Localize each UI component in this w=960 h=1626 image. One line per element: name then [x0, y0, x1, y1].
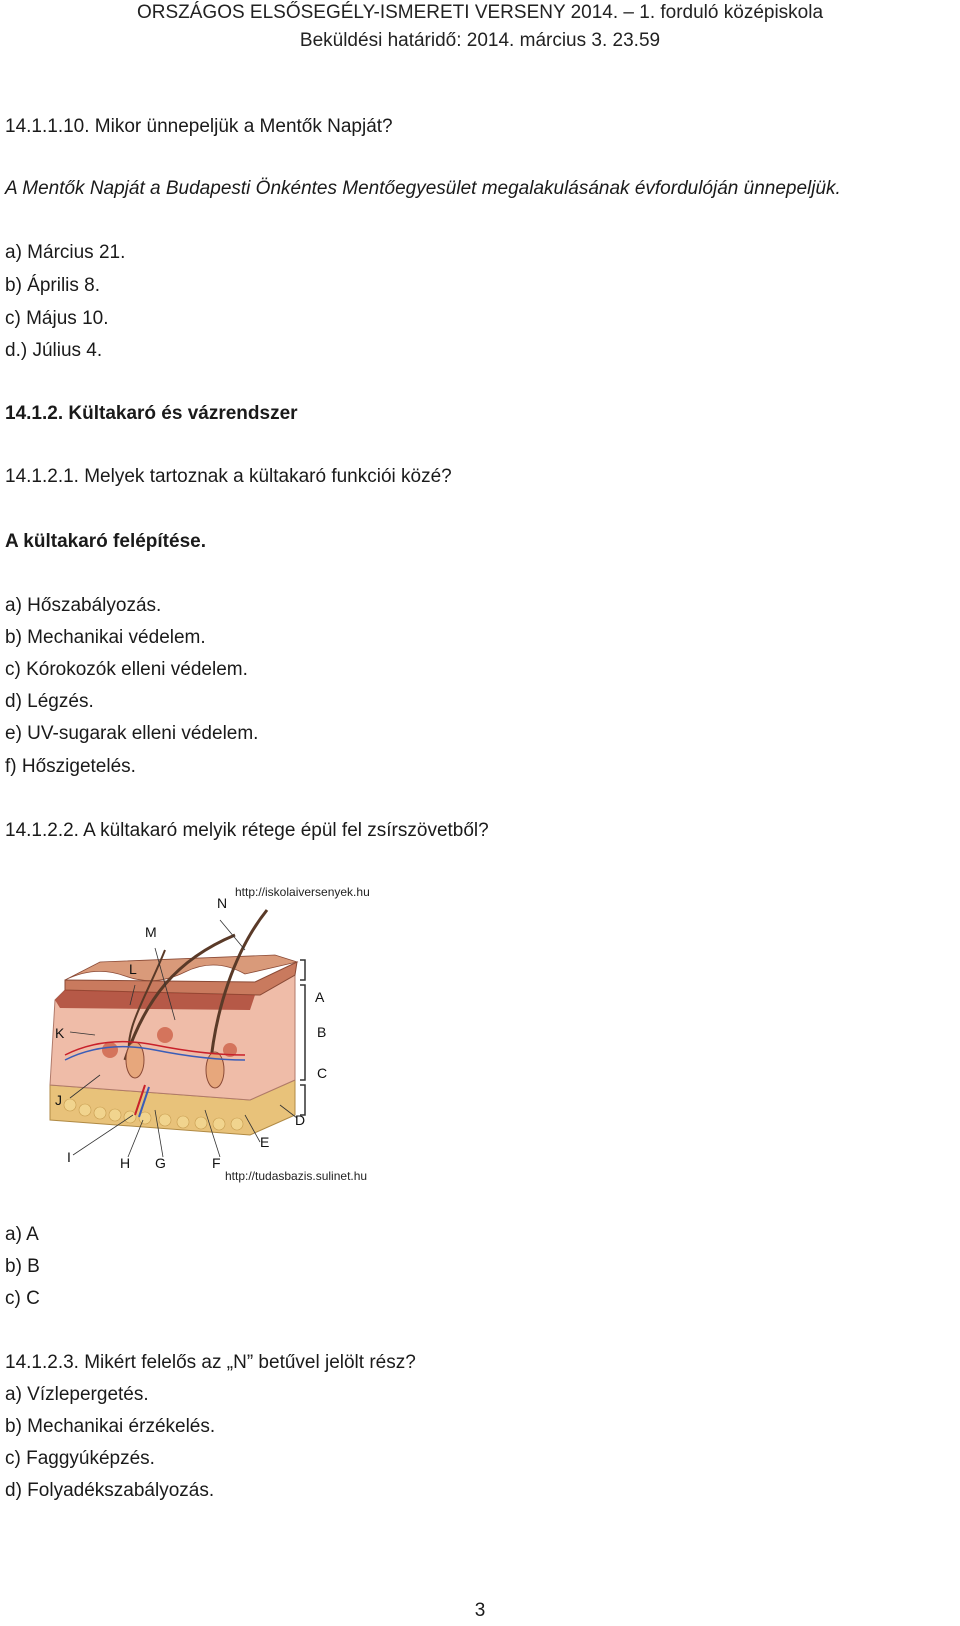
label-b: B	[317, 1024, 327, 1040]
label-a: A	[315, 989, 325, 1005]
option-q4-a: a) Vízlepergetés.	[5, 1384, 149, 1405]
label-i: I	[67, 1149, 71, 1165]
label-l: L	[129, 961, 137, 977]
question-q4: 14.1.2.3. Mikért felelős az „N” betűvel jelölt rész?	[5, 1352, 416, 1373]
option-q2-d: d) Légzés.	[5, 691, 94, 712]
option-q2-b: b) Mechanikai védelem.	[5, 627, 206, 648]
option-q4-c: c) Faggyúképzés.	[5, 1448, 155, 1469]
option-q2-e: e) UV-sugarak elleni védelem.	[5, 723, 259, 744]
hint-q1: A Mentők Napját a Budapesti Önkéntes Mentőegyesület megalakulásának évfordulóján ünnepeljük.	[5, 178, 841, 199]
option-q1-a: a) Március 21.	[5, 242, 126, 263]
label-k: K	[55, 1025, 65, 1041]
label-d: D	[295, 1112, 306, 1128]
label-e: E	[260, 1134, 270, 1150]
source-top: http://iskolaiversenyek.hu	[235, 885, 370, 899]
option-q2-f: f) Hőszigetelés.	[5, 756, 136, 777]
label-n: N	[217, 895, 228, 911]
hint-q2: A kültakaró felépítése.	[5, 531, 206, 552]
section-title: 14.1.2. Kültakaró és vázrendszer	[5, 403, 298, 424]
option-q4-b: b) Mechanikai érzékelés.	[5, 1416, 216, 1437]
skin-diagram	[5, 885, 385, 1230]
option-q3-b: b) B	[5, 1256, 40, 1277]
label-j: J	[55, 1092, 62, 1108]
option-q2-a: a) Hőszabályozás.	[5, 595, 162, 616]
option-q1-c: c) Május 10.	[5, 308, 109, 329]
option-q2-c: c) Kórokozók elleni védelem.	[5, 659, 248, 680]
source-bottom: http://tudasbazis.sulinet.hu	[225, 1169, 368, 1183]
option-q4-d: d) Folyadékszabályozás.	[5, 1480, 215, 1501]
header-title: ORSZÁGOS ELSŐSEGÉLY-ISMERETI VERSENY 2014. – 1. forduló középiskola	[136, 2, 824, 23]
option-q1-d: d.) Július 4.	[5, 340, 103, 361]
option-q1-b: b) Április 8.	[5, 275, 101, 296]
page-number: 3	[474, 1600, 486, 1621]
label-h: H	[120, 1155, 131, 1171]
label-g: G	[155, 1155, 166, 1171]
header-deadline: Beküldési határidő: 2014. március 3. 23.59	[299, 30, 661, 51]
question-q3: 14.1.2.2. A kültakaró melyik rétege épül fel zsírszövetből?	[5, 820, 489, 841]
label-c: C	[317, 1065, 328, 1081]
label-m: M	[145, 924, 157, 940]
question-q1: 14.1.1.10. Mikor ünnepeljük a Mentők Napját?	[5, 116, 393, 137]
question-q2: 14.1.2.1. Melyek tartoznak a kültakaró funkciói közé?	[5, 466, 452, 487]
option-q3-a: a) A	[5, 1224, 39, 1245]
option-q3-c: c) C	[5, 1288, 40, 1309]
label-f: F	[212, 1155, 221, 1171]
